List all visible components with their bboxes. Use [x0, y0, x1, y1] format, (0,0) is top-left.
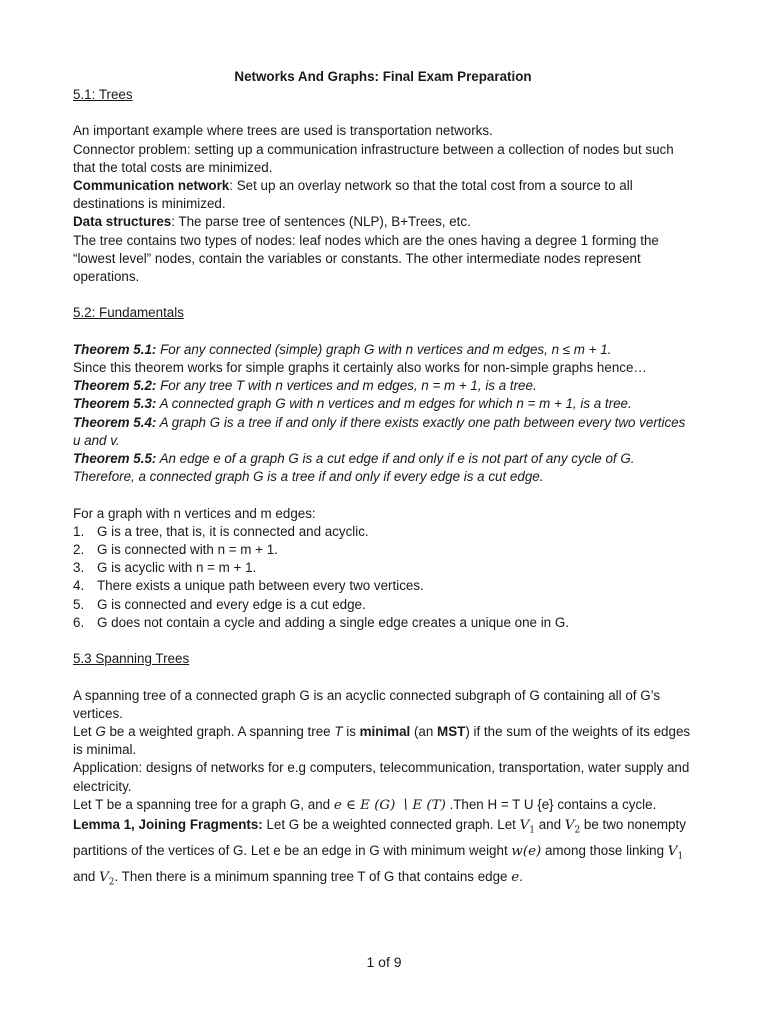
text: among those linking: [541, 843, 668, 859]
list-item: [73, 577, 693, 595]
text: is: [342, 724, 360, 740]
list-item-text: G is connected and every edge is a cut edge.: [97, 596, 366, 612]
bold-term: minimal: [359, 724, 411, 740]
paragraph: Connector problem: setting up a communication infrastructure between a collection of nodes but such that the total costs are minimized.: [73, 141, 674, 175]
theorem-label: Theorem 5.3:: [73, 396, 157, 412]
math-symbol: V: [99, 870, 109, 886]
bold-term: Data structures: [73, 214, 172, 230]
list-number: 5.: [73, 596, 85, 612]
page-number: 1 of 9: [366, 954, 402, 970]
math-symbol: V: [519, 818, 530, 834]
list-intro: For a graph with n vertices and m edges:: [73, 505, 316, 521]
math-subscript: 1: [529, 825, 535, 836]
math-subscript: 2: [574, 825, 581, 836]
paragraph-text: : Set up an overlay network so that the total cost from a source to all destinations is minimized.: [73, 178, 633, 212]
text: be a weighted graph. A spanning tree: [105, 724, 335, 740]
list-item-text: G is connected with n = m + 1.: [97, 542, 278, 558]
theorem-text: A graph G is a tree if and only if there exists exactly one path between every two vertices u and v.: [73, 414, 686, 448]
paragraph: [73, 723, 693, 759]
list-item-text: G is a tree, that is, it is connected and acyclic.: [97, 523, 369, 539]
page-title: Networks And Graphs: Final Exam Preparation: [234, 69, 532, 84]
theorem-text: For any connected (simple) graph G with n vertices and m edges, n ≤ m + 1.: [156, 341, 612, 357]
text: ) if the sum of the weights of its edges is minimal.: [73, 724, 691, 758]
theorem-label: Theorem 5.4:: [73, 414, 157, 430]
section-heading-fundamentals: 5.2: Fundamentals: [73, 305, 184, 321]
paragraph: [73, 796, 693, 815]
text: Let: [73, 724, 96, 740]
math-var: [564, 818, 581, 836]
list-item: [73, 523, 693, 541]
lemma: [73, 815, 693, 894]
list-item: [73, 541, 693, 559]
list-item: [73, 559, 693, 577]
paragraph: Application: designs of networks for e.g computers, telecommunication, transportation, water supply and electricity.: [73, 760, 690, 794]
math-symbol: V: [667, 844, 678, 860]
section-heading-spanning-trees: 5.3 Spanning Trees: [73, 651, 190, 667]
text: .: [519, 869, 523, 885]
list-number: 3.: [73, 560, 85, 576]
list-item-text: G is acyclic with n = m + 1.: [97, 560, 257, 576]
theorem-label: Theorem 5.1:: [73, 341, 157, 357]
bold-term: Communication network: [73, 178, 230, 193]
text: Let G be a weighted connected graph. Let: [262, 817, 520, 833]
section-heading-trees: 5.1: Trees: [73, 87, 133, 102]
lemma-label: Lemma 1, Joining Fragments:: [73, 817, 263, 833]
paragraph: Since this theorem works for simple graphs it certainly also works for non-simple graphs hence…: [73, 360, 647, 375]
theorem: [73, 414, 693, 450]
text: and: [535, 817, 565, 833]
document-page: [73, 68, 693, 894]
theorem: [73, 377, 693, 395]
bold-term: MST: [437, 724, 466, 740]
list-number: 2.: [73, 542, 85, 558]
theorem: [73, 395, 693, 413]
theorem-text: An edge e of a graph G is a cut edge if and only if e is not part of any cycle of G. Therefore, a connected graph G is a tree if and only if every edge is a cut edge.: [73, 451, 635, 485]
paragraph: [73, 213, 693, 231]
list-item: [73, 596, 693, 614]
list-item-text: G does not contain a cycle and adding a single edge creates a unique one in G.: [97, 614, 569, 630]
text: Let T be a spanning tree for a graph G, and: [73, 796, 334, 812]
theorem-label: Theorem 5.2:: [73, 378, 157, 394]
list-number: 1.: [73, 523, 85, 539]
theorem: [73, 341, 693, 359]
list-item: [73, 614, 693, 632]
paragraph: A spanning tree of a connected graph G is an acyclic connected subgraph of G containing all of G’s vertices.: [73, 687, 661, 721]
theorem-label: Theorem 5.5:: [73, 451, 157, 467]
paragraph: The tree contains two types of nodes: leaf nodes which are the ones having a degree 1 forming the “lowest level” nodes, contain the variables or constants. The other intermediate nodes represent operations.: [73, 232, 659, 285]
text: (an: [410, 724, 438, 740]
math-expression: w(e): [511, 844, 542, 860]
math-subscript: 2: [108, 878, 115, 889]
text: .Then H = T U {e} contains a cycle.: [445, 796, 657, 812]
text: and: [73, 869, 100, 885]
math-var: T: [334, 724, 343, 740]
text: . Then there is a minimum spanning tree T of G that contains edge: [114, 869, 512, 885]
math-symbol: V: [564, 818, 575, 834]
list-number: 6.: [73, 614, 85, 630]
list-number: 4.: [73, 578, 85, 594]
paragraph: [73, 177, 693, 213]
math-var: [519, 818, 535, 836]
math-subscript: 1: [677, 851, 684, 862]
text: be two nonempty partitions of the vertices of G. Let e be an edge in G with minimum weight: [73, 817, 686, 859]
equivalence-list: [73, 523, 693, 632]
theorem-text: A connected graph G with n vertices and m edges for which n = m + 1, is a tree.: [156, 396, 632, 412]
math-var: [99, 870, 115, 889]
math-var: G: [95, 724, 106, 740]
paragraph: An important example where trees are used is transportation networks.: [73, 123, 493, 139]
list-item-text: There exists a unique path between every two vertices.: [97, 578, 424, 594]
theorem: [73, 450, 693, 486]
theorem-text: For any tree T with n vertices and m edges, n = m + 1, is a tree.: [156, 378, 537, 394]
paragraph-text: : The parse tree of sentences (NLP), B+Trees, etc.: [171, 214, 471, 230]
math-expression: e ∈ E (G) ∖ E (T): [333, 797, 446, 813]
math-var: [667, 844, 684, 862]
math-var: e: [511, 870, 520, 886]
